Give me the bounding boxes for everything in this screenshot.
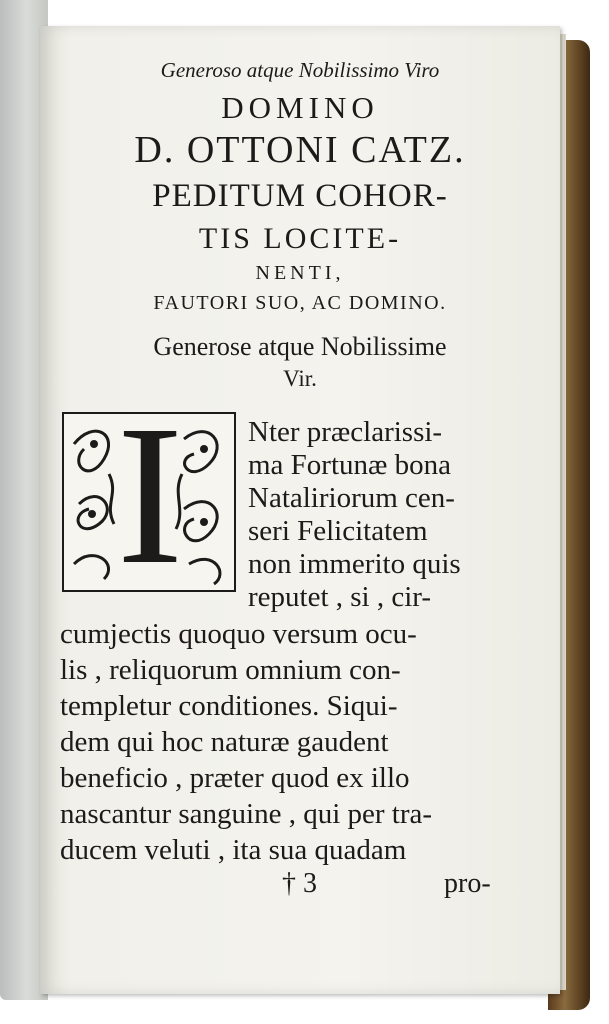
text-line: nascantur sanguine , qui per tra- xyxy=(60,798,433,830)
text-line: beneficio , præter quod ex illo xyxy=(60,762,410,794)
catchword: pro- xyxy=(444,868,491,899)
decorated-initial xyxy=(62,385,236,606)
dedication-line-4: PEDITUM COHOR- xyxy=(152,178,448,214)
text-line: reputet , si , cir- xyxy=(248,581,432,613)
dedication-line-7: FAUTORI SUO, AC DOMINO. xyxy=(153,292,447,314)
text-line: ducem veluti , ita sua quadam xyxy=(60,834,407,866)
dedication-line-3: D. OTTONI CATZ. xyxy=(134,129,466,171)
dedication-line-5: TIS LOCITE- xyxy=(198,222,402,255)
text-line: non immerito quis xyxy=(248,548,461,580)
initial-letter: I xyxy=(116,385,184,606)
text-line: Nataliriorum cen- xyxy=(248,482,455,514)
dedication-line-1: Generoso atque Nobilissimo Viro xyxy=(160,58,440,82)
salutation-line-1: Generose atque Nobilissime xyxy=(153,332,447,361)
dedication-line-6: NENTI, xyxy=(255,262,345,284)
text-line: dem qui hoc naturæ gaudent xyxy=(60,726,389,758)
text-line: cumjectis quoquo versum ocu- xyxy=(60,618,417,650)
dedication-line-2: DOMINO xyxy=(221,90,379,125)
text-line: Nter præclarissi- xyxy=(248,416,443,448)
text-line: templetur conditiones. Siqui- xyxy=(60,690,398,722)
salutation-line-2: Vir. xyxy=(283,366,317,391)
text-line: lis , reliquorum omnium con- xyxy=(60,654,401,686)
text-line: seri Felicitatem xyxy=(248,515,428,547)
signature-mark: † 3 xyxy=(282,868,317,899)
text-line: ma Fortunæ bona xyxy=(248,449,451,481)
